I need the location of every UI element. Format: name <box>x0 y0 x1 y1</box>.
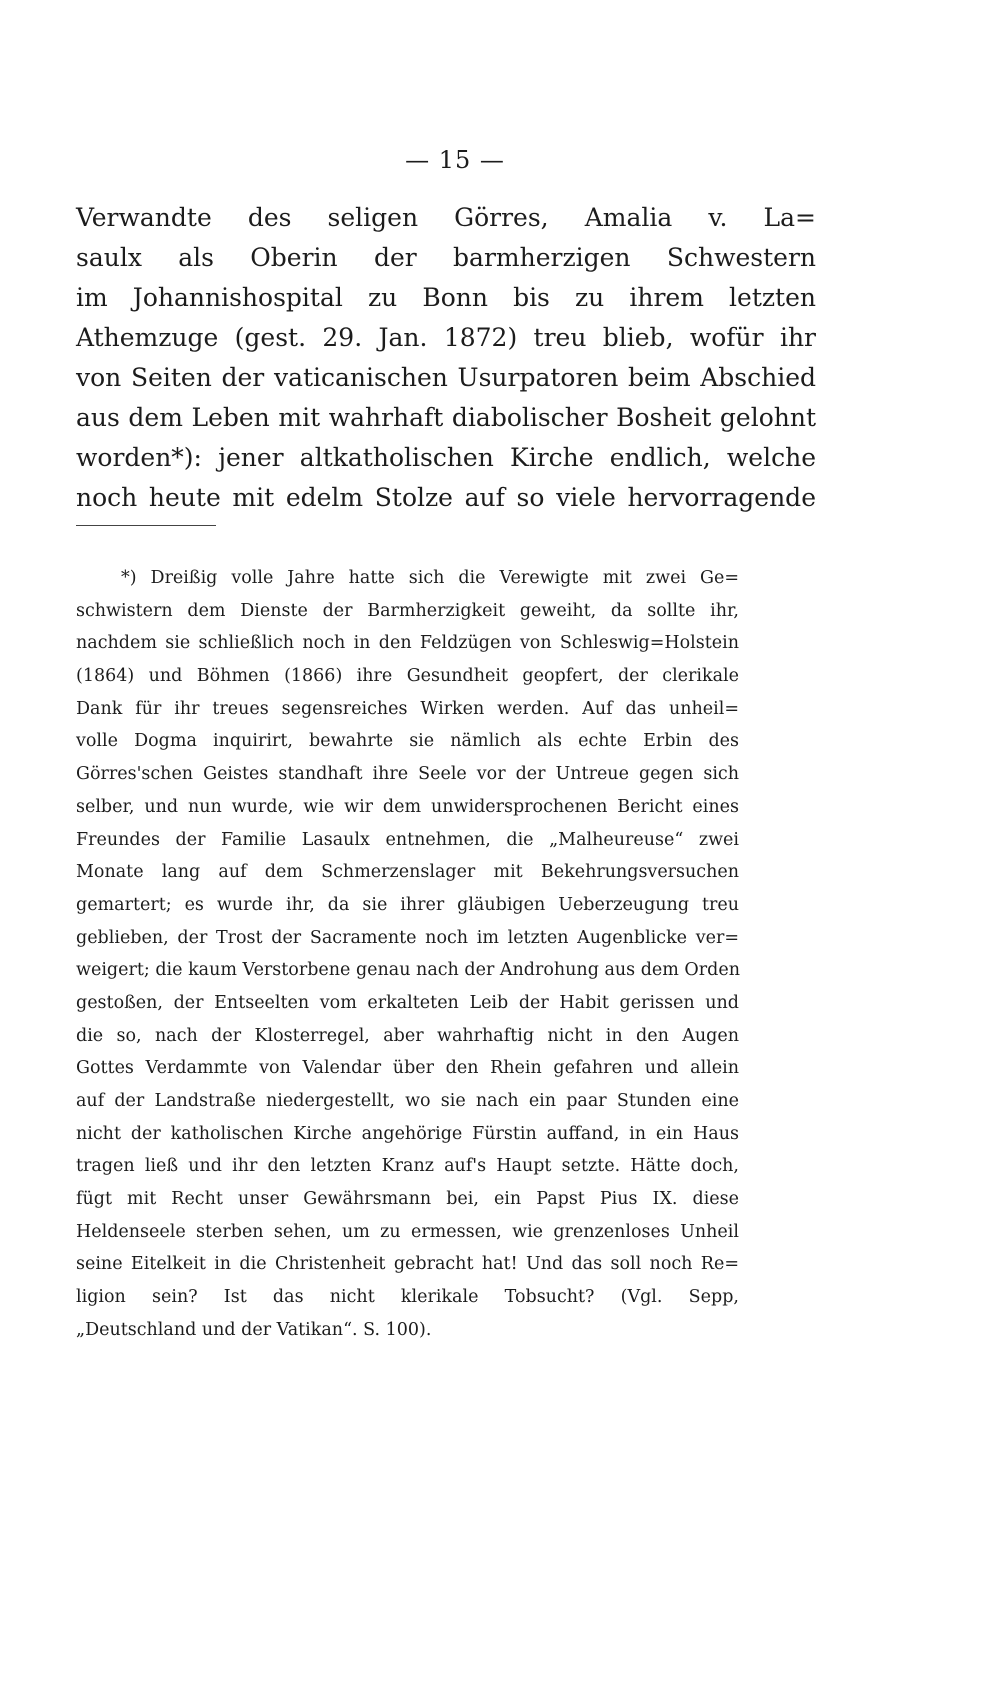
footnote-line: nicht der katholischen Kirche angehörige Fürstin auffand, in ein Haus <box>76 1123 739 1144</box>
main-text-line: im Johannishospital zu Bonn bis zu ihrem letzten <box>76 283 816 312</box>
footnote-line: tragen ließ und ihr den letzten Kranz auf's Haupt setzte. Hätte doch, <box>76 1156 739 1177</box>
footnote-line: nachdem sie schließlich noch in den Feldzügen von Schleswig=Holstein <box>76 633 739 654</box>
footnote-line: Görres'schen Geistes standhaft ihre Seele vor der Untreue gegen sich <box>76 764 739 785</box>
footnote-line: Gottes Verdammte von Valendar über den Rhein gefahren und allein <box>76 1058 739 1079</box>
footnote <box>76 562 739 1347</box>
footnote-line: „Deutschland und der Vatikan“. S. 100). <box>76 1319 432 1340</box>
footnote-line: schwistern dem Dienste der Barmherzigkeit geweiht, da sollte ihr, <box>76 600 739 621</box>
footnote-line: ligion sein? Ist das nicht klerikale Tobsucht? (Vgl. Sepp, <box>76 1287 739 1308</box>
main-text-line: worden*): jener altkatholischen Kirche endlich, welche <box>76 443 816 472</box>
footnote-line: volle Dogma inquirirt, bewahrte sie nämlich als echte Erbin des <box>76 731 739 752</box>
main-text-line: Athemzuge (gest. 29. Jan. 1872) treu blieb, wofür ihr <box>76 323 816 352</box>
footnote-line: fügt mit Recht unser Gewährsmann bei, ein Papst Pius IX. diese <box>76 1189 739 1210</box>
footnote-line: auf der Landstraße niedergestellt, wo sie nach ein paar Stunden eine <box>76 1091 739 1111</box>
main-text-line: noch heute mit edelm Stolze auf so viele hervorragende <box>76 483 816 512</box>
footnote-line: selber, und nun wurde, wie wir dem unwidersprochenen Bericht eines <box>76 796 739 817</box>
main-text-line: von Seiten der vaticanischen Usurpatoren beim Abschied <box>76 363 816 392</box>
main-text <box>76 198 816 518</box>
footnote-line: weigert; die kaum Verstorbene genau nach der Androhung aus dem Orden <box>76 960 740 981</box>
footnote-line: gemartert; es wurde ihr, da sie ihrer gläubigen Ueberzeugung treu <box>76 894 739 915</box>
footnote-divider <box>76 525 216 526</box>
footnote-line: gestoßen, der Entseelten vom erkalteten Leib der Habit gerissen und <box>76 992 739 1013</box>
footnote-line: Freundes der Familie Lasaulx entnehmen, die „Malheureuse“ zwei <box>76 829 739 850</box>
page-number: — 15 — <box>405 146 505 174</box>
footnote-line: Monate lang auf dem Schmerzenslager mit Bekehrungsversuchen <box>76 862 739 883</box>
footnote-line: Dank für ihr treues segensreiches Wirken werden. Auf das unheil= <box>76 698 739 719</box>
footnote-line: seine Eitelkeit in die Christenheit gebracht hat! Und das soll noch Re= <box>76 1254 739 1275</box>
footnote-line: (1864) und Böhmen (1866) ihre Gesundheit geopfert, der clerikale <box>76 666 739 687</box>
footnote-line: die so, nach der Klosterregel, aber wahrhaftig nicht in den Augen <box>76 1025 739 1046</box>
main-text-line: saulx als Oberin der barmherzigen Schwestern <box>76 243 816 272</box>
footnote-line: geblieben, der Trost der Sacramente noch im letzten Augenblicke ver= <box>76 927 739 948</box>
footnote-line: *) Dreißig volle Jahre hatte sich die Verewigte mit zwei Ge= <box>121 568 739 588</box>
main-text-line: Verwandte des seligen Görres, Amalia v. La= <box>76 203 816 232</box>
footnote-line: Heldenseele sterben sehen, um zu ermessen, wie grenzenloses Unheil <box>76 1221 739 1242</box>
main-text-line: aus dem Leben mit wahrhaft diabolischer Bosheit gelohnt <box>76 403 816 432</box>
